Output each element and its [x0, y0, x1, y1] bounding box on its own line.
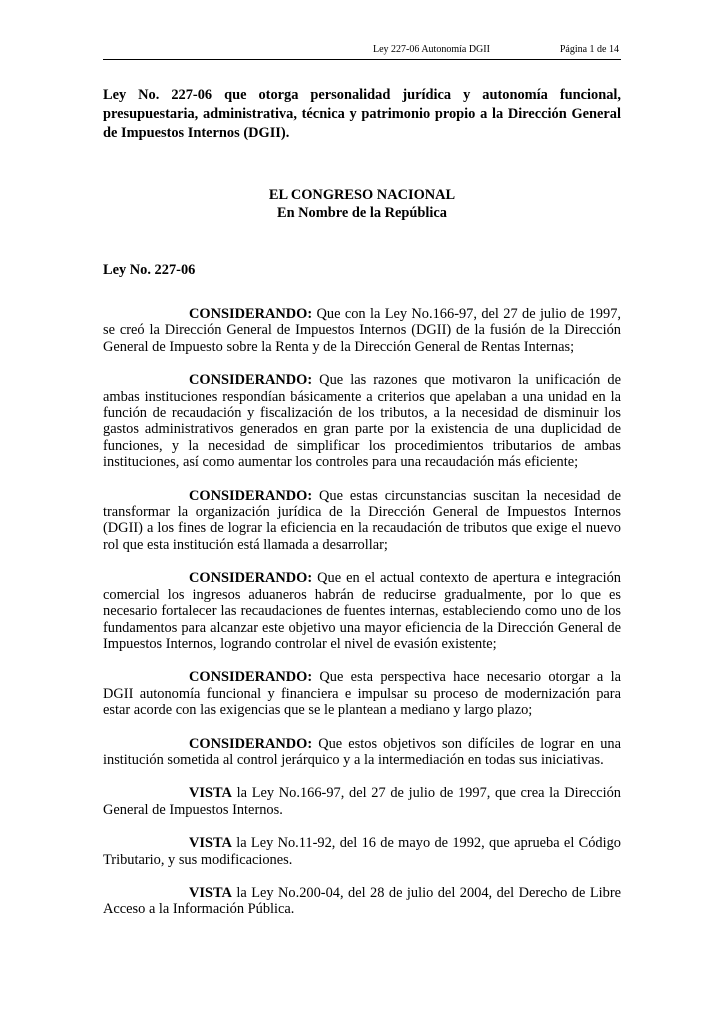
header-title: Ley 227-06 Autonomía DGII: [373, 44, 490, 55]
congress-line-2: En Nombre de la República: [276, 205, 448, 221]
considerando-paragraph: CONSIDERANDO: Que las razones que motivaron la unificación de ambas instituciones respondían básicamente a criterios que apelaban a una unidad en la función de recaudación y fiscalización de los tributos, a la necesidad de disminuir los gastos administrativos generados en gran parte por la existencia de una duplicidad de funciones, y la necesidad de simplificar los procedimientos tributarios de ambas instituciones, así como aumentar los controles para una recaudación más eficiente;: [103, 372, 621, 471]
page-header: [103, 41, 621, 60]
considerando-paragraph: CONSIDERANDO: Que estos objetivos son difíciles de lograr en una institución sometida al control jerárquico y a la intermediación en todas sus iniciativas.: [103, 735, 621, 768]
vista-paragraph: VISTA la Ley No.166-97, del 27 de julio de 1997, que crea la Dirección General de Impuestos Internos.: [103, 785, 621, 818]
law-number: Ley No. 227-06: [103, 262, 196, 278]
considerando-paragraph: CONSIDERANDO: Que estas circunstancias suscitan la necesidad de transformar la organización jurídica de la Dirección General de Impuestos Internos (DGII) a los fines de lograr la eficiencia en la recaudación de tributos que exige el nuevo rol que esta institución está llamada a desarrollar;: [103, 487, 621, 553]
vista-paragraph: VISTA la Ley No.200-04, del 28 de julio del 2004, del Derecho de Libre Acceso a la Información Pública.: [103, 884, 621, 918]
law-title: Ley No. 227-06 que otorga personalidad jurídica y autonomía funcional, presupuestaria, administrativa, técnica y patrimonio propio a la Dirección General de Impuestos Internos (DGII).: [103, 87, 621, 141]
congress-heading: [103, 186, 621, 222]
document-body: [103, 86, 621, 918]
considerando-paragraph: CONSIDERANDO: Que con la Ley No.166-97, del 27 de julio de 1997, se creó la Dirección General de Impuestos Internos (DGII) de la fusión de la Dirección General de Impuesto sobre la Renta y de la Dirección General de Rentas Internas;: [103, 306, 621, 355]
considerando-paragraph: CONSIDERANDO: Que en el actual contexto de apertura e integración comercial los ingresos aduaneros habrán de reducirse gradualmente, por lo que es necesario fortalecer las recaudaciones de fuentes internas, estableciendo como uno de los fundamentos para alcanzar este objetivo una mayor eficiencia de la Dirección General de Impuestos Internos, logrando controlar el nivel de evasión existente;: [103, 570, 621, 652]
congress-line-1: EL CONGRESO NACIONAL: [268, 187, 456, 203]
page-number: Página 1 de 14: [559, 44, 619, 55]
considerando-paragraph: CONSIDERANDO: Que esta perspectiva hace necesario otorgar a la DGII autonomía funcional y financiera e impulsar su proceso de modernización para estar acorde con las exigencias que se le plantean a mediano y largo plazo;: [103, 669, 621, 719]
vista-paragraph: VISTA la Ley No.11-92, del 16 de mayo de 1992, que aprueba el Código Tributario, y sus modificaciones.: [103, 835, 621, 868]
